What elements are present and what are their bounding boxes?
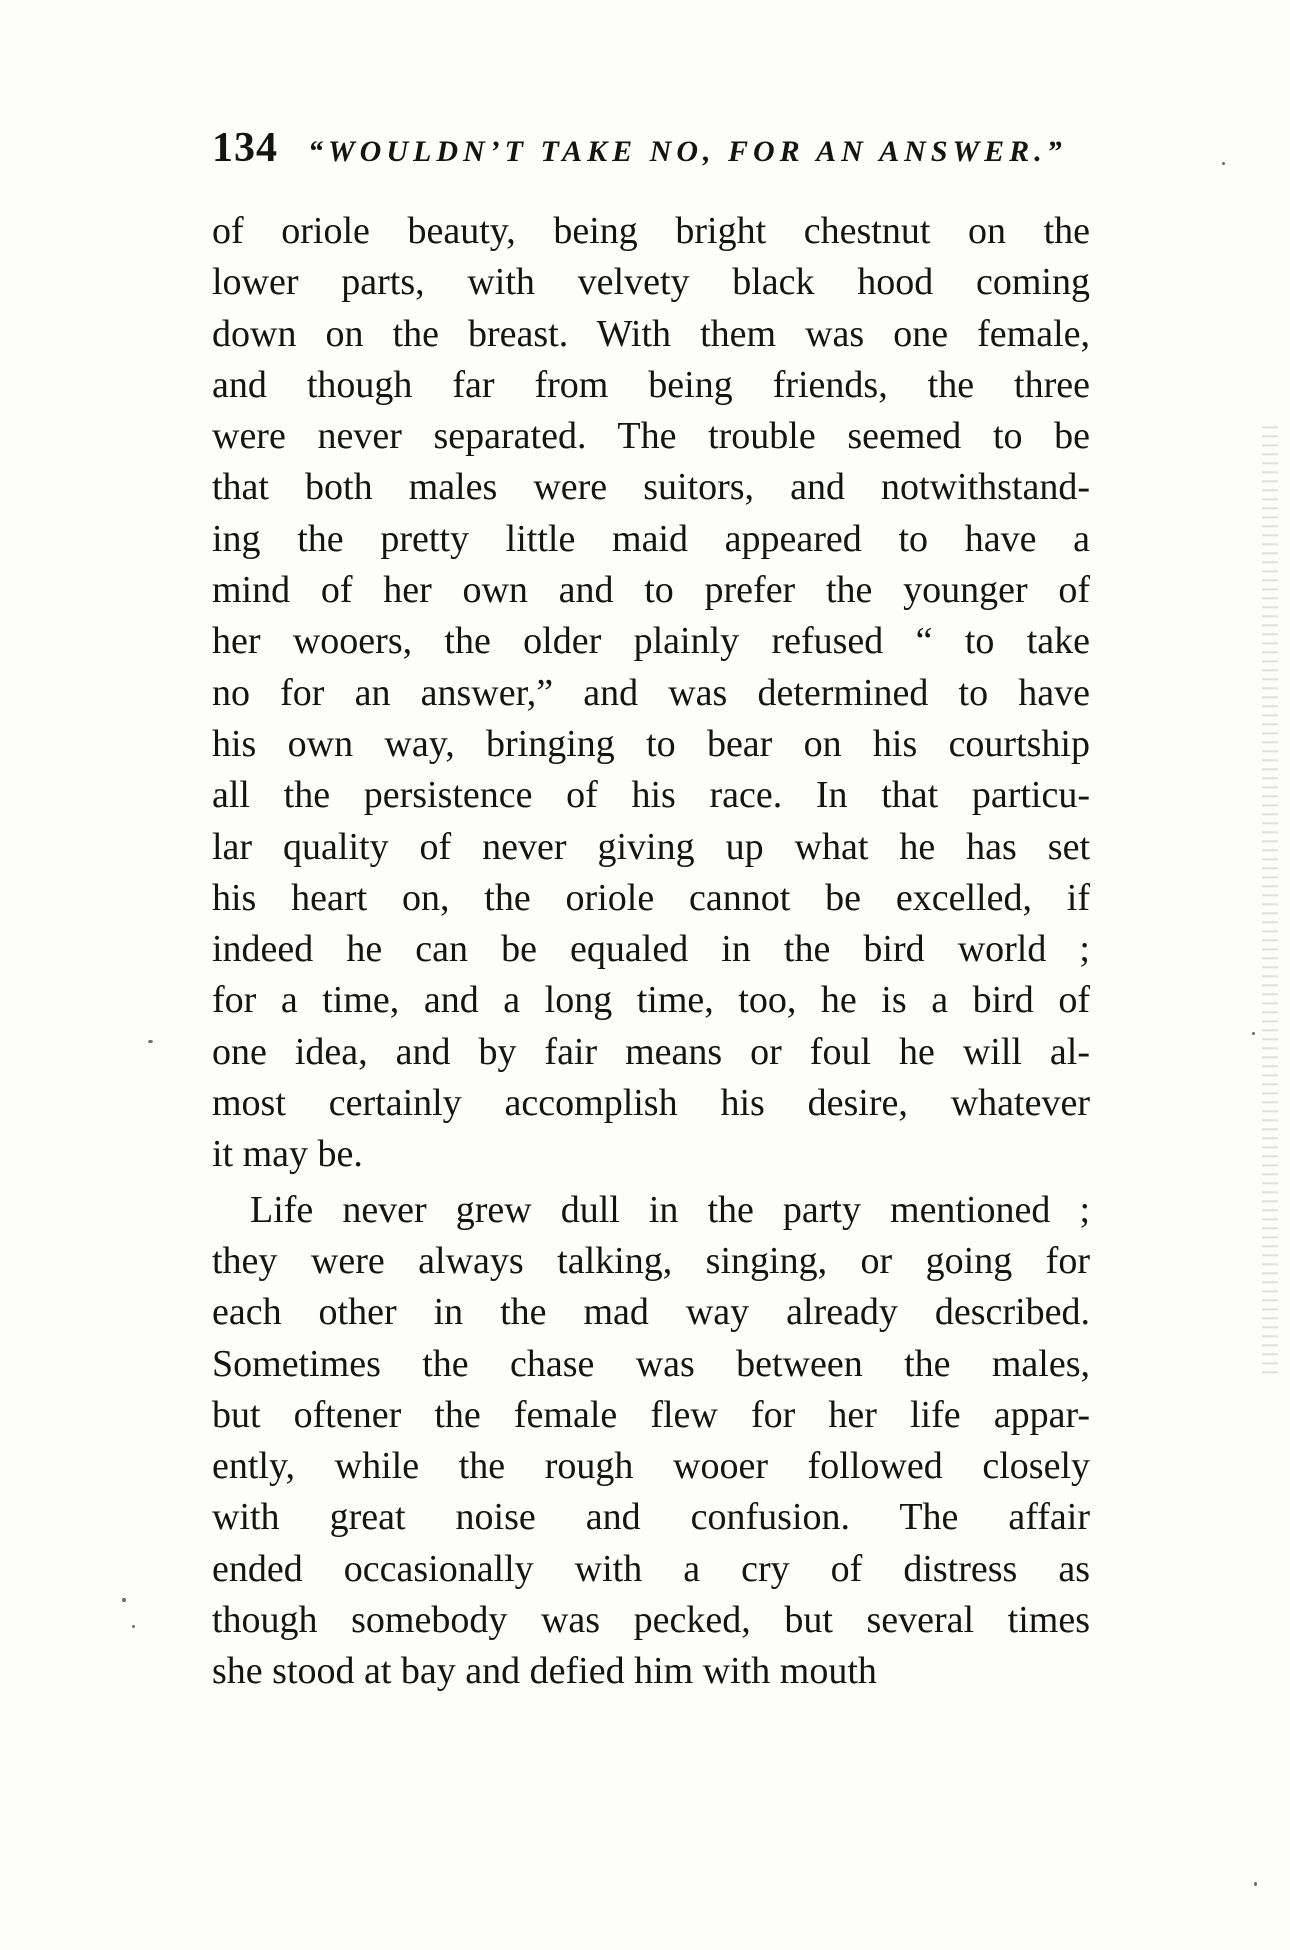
- text-line: she stood at bay and defied him with mouth: [212, 1650, 877, 1693]
- text-line: for a time, and a long time, too, he is a bird of: [212, 979, 1090, 1022]
- body-text: [212, 206, 1090, 1698]
- text-line: lower parts, with velvety black hood coming: [212, 261, 1090, 304]
- text-line: it may be.: [212, 1133, 363, 1176]
- scan-edge-noise: [1262, 420, 1278, 1380]
- running-header: [212, 124, 1092, 184]
- text-line: her wooers, the older plainly refused “ to take: [212, 620, 1090, 663]
- text-line: most certainly accomplish his desire, whatever: [212, 1082, 1090, 1125]
- text-line: all the persistence of his race. In that particu-: [212, 774, 1090, 817]
- text-line: of oriole beauty, being bright chestnut on the: [212, 210, 1090, 252]
- text-line: ended occasionally with a cry of distress as: [212, 1547, 1090, 1590]
- scan-speck: [1252, 1032, 1255, 1035]
- text-line: indeed he can be equaled in the bird world ;: [212, 928, 1090, 971]
- text-line: mind of her own and to prefer the younger of: [212, 569, 1090, 612]
- text-line: one idea, and by fair means or foul he will al-: [212, 1030, 1090, 1073]
- page-number: 134: [212, 125, 278, 171]
- text-line: ing the pretty little maid appeared to have a: [212, 517, 1090, 560]
- text-line: that both males were suitors, and notwithstand-: [212, 466, 1090, 509]
- text-line: with great noise and confusion. The affair: [212, 1496, 1090, 1539]
- text-line: down on the breast. With them was one female,: [212, 312, 1090, 355]
- text-line: no for an answer,” and was determined to have: [212, 671, 1090, 714]
- text-line: ently, while the rough wooer followed closely: [212, 1445, 1090, 1488]
- text-line: they were always talking, singing, or going for: [212, 1239, 1090, 1282]
- text-line: Sometimes the chase was between the males,: [212, 1342, 1090, 1385]
- text-line: lar quality of never giving up what he has set: [212, 825, 1090, 868]
- text-line: but oftener the female flew for her life appar-: [212, 1393, 1090, 1436]
- scan-speck: [132, 1625, 135, 1628]
- text-line: Life never grew dull in the party mentioned ;: [250, 1188, 1090, 1231]
- paragraph: [212, 1185, 1090, 1698]
- text-line: and though far from being friends, the three: [212, 363, 1090, 406]
- scan-speck: [148, 1040, 153, 1043]
- running-title: “WOULDN’T TAKE NO, FOR AN ANSWER.”: [308, 135, 1067, 168]
- scan-speck: [1254, 1882, 1257, 1886]
- text-line: each other in the mad way already described.: [212, 1291, 1090, 1334]
- text-line: were never separated. The trouble seemed to be: [212, 415, 1090, 458]
- text-line: his own way, bringing to bear on his courtship: [212, 722, 1090, 765]
- paragraph: [212, 206, 1090, 1181]
- text-line: his heart on, the oriole cannot be excelled, if: [212, 876, 1090, 919]
- scan-speck: [1222, 162, 1225, 165]
- scan-speck: [122, 1598, 126, 1602]
- text-line: though somebody was pecked, but several times: [212, 1599, 1090, 1642]
